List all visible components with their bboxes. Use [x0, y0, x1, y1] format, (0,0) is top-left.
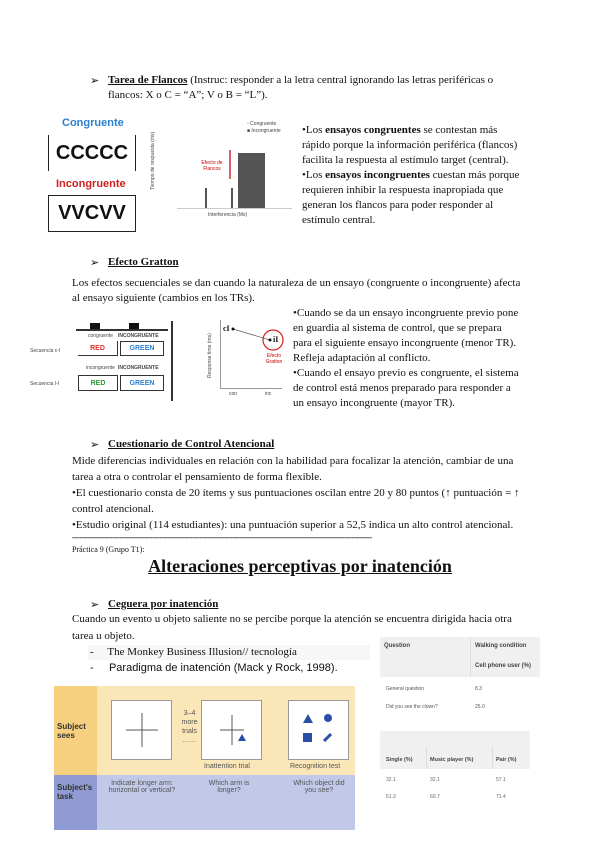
stimulus-word: RED [78, 375, 118, 391]
table-cell: 51.3 [386, 794, 396, 800]
bullet-text: requieren inhibir la respuesta inapropiada que [302, 184, 504, 196]
column-header: Cell phone user (%) [475, 663, 532, 669]
bullet-text: estímulo central. [302, 214, 376, 226]
col-header: congruente [88, 333, 114, 339]
x-axis-label: Interferencia (Ms) [208, 212, 248, 218]
congruent-stimulus: CCCCC [48, 135, 136, 171]
column-header: Walking condition [475, 643, 527, 649]
col-header: INCONGRUENTE [118, 333, 159, 339]
bar [231, 188, 233, 208]
section-heading: Tarea de Flancos [108, 74, 188, 86]
x-tick: inc [265, 391, 272, 397]
row-label: Subject sees [57, 722, 86, 740]
list-item: - Paradigma de inatención (Mack y Rock, 1998). [90, 662, 338, 674]
paragraph: al ensayo siguiente (cambios en los TRs). [72, 292, 255, 304]
legend-item: ■ Incongruente [247, 128, 281, 134]
paragraph: •Estudio original (114 estudiantes): una puntuación superior a 52,5 indica un alto control atencional. [72, 519, 514, 531]
row-label: Secuencia I-I [30, 381, 60, 387]
bullet-text: •Cuando se da un ensayo incongruente previo pone [293, 307, 519, 319]
stimulus-card [201, 700, 262, 760]
incongruent-label: Incongruente [56, 178, 126, 190]
y-axis-label: Tiempo de respuesta (ms) [150, 131, 156, 190]
column-header: Single (%) [386, 757, 413, 763]
flancos-heading-line [108, 73, 493, 88]
table-cell: 25.0 [475, 704, 485, 710]
col-header: INCONGRUENTE [118, 365, 159, 371]
bullet-arrow: ➢ [90, 439, 100, 451]
paragraph: Cuando un evento u objeto saliente no se percibe porque la atención se encuentra dirigida hacia otra [72, 613, 512, 625]
table-cell: 60.7 [430, 794, 440, 800]
section-heading: Ceguera por inatención [108, 598, 219, 610]
row-label: Secuencia c-I [30, 348, 61, 354]
row-label: Subject's task [57, 783, 93, 801]
intro-text: flancos: X o C = “A”; V o B = “L”). [108, 89, 268, 101]
stroop-figure [30, 318, 200, 403]
caption: Recognition test [290, 763, 341, 770]
x-tick: con [229, 391, 238, 397]
effect-line [229, 150, 231, 179]
more-trials-label: 3–4 more trials …… [181, 710, 198, 744]
paragraph: •El cuestionario consta de 20 ítems y sus puntuaciones oscilan entre 20 y 80 puntos (↑ puntuación = ↑ [72, 487, 520, 499]
bullet-text: •Cuando el ensayo previo es congruente, el sistema [293, 367, 519, 379]
bullet-arrow: ➢ [90, 75, 100, 87]
bullet-text: para el siguiente ensayo incongruente (menor TR). [293, 337, 517, 349]
bullet-text: •Los ensayos congruentes se contestan más [302, 124, 498, 136]
bullet-text: facilita la respuesta al estímulo target (central). [302, 154, 509, 166]
bullet-text: en guardia al sistema de control, que se prepara [293, 322, 502, 334]
bullet-arrow: ➢ [90, 257, 100, 269]
practica-label: Práctica 9 (Grupo T1): [72, 545, 145, 554]
intro-text: (Instruc: responder a la letra central ignorando las letras periféricas o [187, 74, 494, 86]
stimulus-word: RED [78, 341, 118, 356]
column-header: Pair (%) [496, 757, 517, 763]
inattention-figure [54, 686, 355, 830]
table-cell: 32.1 [430, 777, 440, 783]
paragraph: Mide diferencias individuales en relación con la habilidad para focalizar la atención, cambiar de una [72, 455, 514, 467]
x-axis [177, 208, 292, 209]
task-text: Which object did you see? [293, 780, 345, 794]
bar [205, 188, 207, 208]
incongruent-stimulus: VVCVV [48, 195, 136, 232]
table-cell: 71.4 [496, 794, 506, 800]
stimulus-word: GREEN [120, 341, 164, 356]
paragraph: tarea a otra o controlar el pensamiento de forma flexible. [72, 471, 322, 483]
bullet-text: un ensayo incongruente (mayor TR). [293, 397, 456, 409]
y-axis-label: Response time (ms) [207, 333, 213, 378]
section-heading: Cuestionario de Control Atencional [108, 438, 275, 450]
bullet-text: Refleja adaptación al conflicto. [293, 352, 431, 364]
gratton-plot [205, 318, 285, 403]
section-heading: Efecto Gratton [108, 256, 179, 268]
task-text: Which arm is longer? [208, 780, 250, 794]
table-cell: General question [386, 686, 425, 692]
list-item: - The Monkey Business Illusion// tecnología [90, 646, 297, 658]
point-label: iI [273, 335, 279, 344]
bullet-text: •Los ensayos incongruentes cuestan más porque [302, 169, 520, 181]
task-text: Indicate longer arm: horizontal or vertical? [108, 780, 176, 794]
stimulus-word: GREEN [120, 375, 164, 391]
bullet-text: de control está menos preparado para responder a [293, 382, 511, 394]
table-cell: Did you see the clown? [386, 704, 438, 710]
separator: ------------------------------------------------------------------------------------------------------------------------ [72, 532, 372, 542]
effect-annotation: Efecto Gratton [265, 353, 283, 365]
table-cell: 32.1 [386, 777, 396, 783]
table-cell: 8.3 [475, 686, 482, 692]
caption: Inattention trial [204, 763, 250, 770]
paragraph: Los efectos secuenciales se dan cuando la naturaleza de un ensayo (congruente o incongruente) afecta [72, 277, 521, 289]
bullet-text: generan los flancos para poder responder al [302, 199, 494, 211]
flancos-chart [150, 115, 298, 220]
table-cell: 57.1 [496, 777, 506, 783]
bullet-text: rápido porque la información periférica (flancos) [302, 139, 518, 151]
paragraph: control atencional. [72, 503, 154, 515]
bullet-arrow: ➢ [90, 599, 100, 611]
paragraph: tarea u objeto. [72, 630, 135, 642]
col-header: incongruente [86, 365, 115, 371]
results-table [380, 637, 540, 800]
congruent-label: Congruente [62, 117, 124, 129]
effect-annotation: Efecto de Flancos [201, 160, 223, 172]
point-label: cI [223, 324, 230, 333]
page-title: Alteraciones perceptivas por inatención [148, 556, 452, 576]
bar [238, 153, 265, 208]
column-header: Question [384, 643, 411, 649]
legend-item: ▫ Congruente [247, 121, 277, 127]
stimulus-card [111, 700, 172, 760]
column-header: Music player (%) [430, 757, 474, 763]
stimulus-card [288, 700, 349, 760]
